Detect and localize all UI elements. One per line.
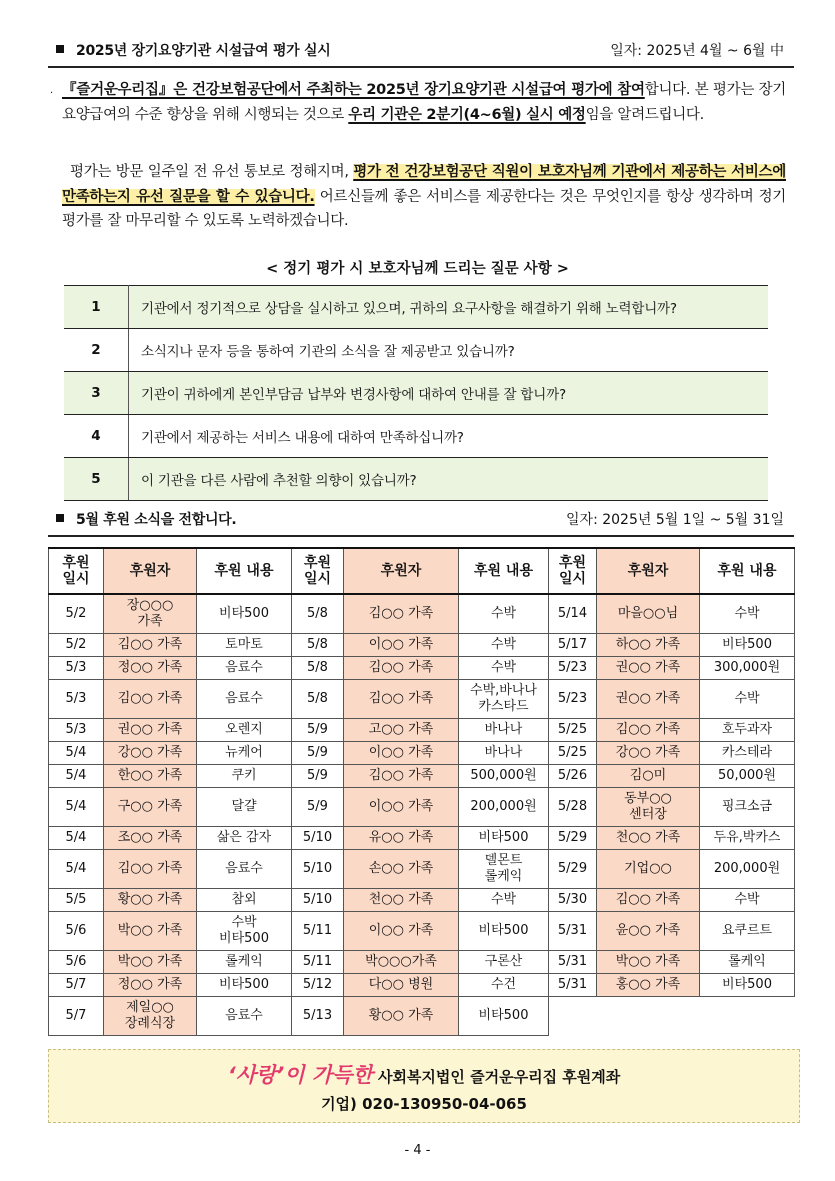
donation-date: 5/3 — [49, 656, 104, 679]
donation-donor: 권○○ 가족 — [597, 656, 700, 679]
donation-content: 수박,바나나 카스타드 — [459, 679, 549, 718]
donation-content: 수박 — [700, 594, 795, 633]
donation-content: 델몬트 롤케익 — [459, 849, 549, 888]
donation-donor: 김○○ 가족 — [344, 594, 459, 633]
donation-donor: 박○○ 가족 — [597, 950, 700, 973]
donation-date: 5/23 — [549, 679, 597, 718]
donation-date: 5/31 — [549, 950, 597, 973]
evaluation-title: 2025년 장기요양기관 시설급여 평가 실시 — [76, 43, 331, 59]
donation-row — [49, 849, 795, 888]
donation-donor: 김○○ 가족 — [344, 656, 459, 679]
donation-content: 바나나 — [459, 718, 549, 741]
donation-donor: 김○○ 가족 — [597, 888, 700, 911]
donation-content: 음료수 — [197, 679, 292, 718]
donation-date: 5/31 — [549, 973, 597, 996]
donation-date: 5/23 — [549, 656, 597, 679]
question-text: 기관에서 정기적으로 상담을 실시하고 있으며, 귀하의 요구사항을 해결하기 위해 노력합니까? — [129, 286, 769, 329]
donation-row — [49, 973, 795, 996]
intro-p2-highlight: 평가 전 건강보험공단 직원이 보호자님께 기관에서 제공하는 서비스에 만족하는지 유선 질문을 할 수 있습니다. — [62, 164, 786, 205]
questions-title: < 정기 평가 시 보호자님께 드리는 질문 사항 > — [266, 261, 569, 277]
question-text: 기관이 귀하에게 본인부담금 납부와 변경사항에 대하여 안내를 잘 합니까? — [129, 372, 769, 415]
donation-date: 5/13 — [292, 996, 344, 1035]
donation-date: 일자: 2025년 5월 1일 ~ 5월 31일 — [566, 512, 784, 528]
donation-donor: 홍○○ 가족 — [597, 973, 700, 996]
donation-date: 5/29 — [549, 849, 597, 888]
donation-date: 5/11 — [292, 911, 344, 950]
donation-content: 비타500 — [459, 826, 549, 849]
donation-donor: 윤○○ 가족 — [597, 911, 700, 950]
donation-date: 5/10 — [292, 849, 344, 888]
question-number: 2 — [64, 329, 129, 372]
header-donor: 후원자 — [597, 548, 700, 594]
donation-content: 롤케익 — [197, 950, 292, 973]
donation-donor: 권○○ 가족 — [597, 679, 700, 718]
donation-content: 바나나 — [459, 741, 549, 764]
header-date: 후원 일시 — [549, 548, 597, 594]
donation-date: 5/5 — [49, 888, 104, 911]
donation-date: 5/8 — [292, 656, 344, 679]
question-number: 3 — [64, 372, 129, 415]
donation-donor: 황○○ 가족 — [344, 996, 459, 1035]
donation-date: 5/12 — [292, 973, 344, 996]
dot-bullet-icon: · — [50, 88, 54, 99]
banner-org: 사회복지법인 즐거운우리집 후원계좌 — [372, 1068, 621, 1086]
donation-row — [49, 656, 795, 679]
donation-content: 수박 — [459, 888, 549, 911]
donation-content: 비타500 — [700, 633, 795, 656]
love-slogan: ‘사랑’이 가득한 — [227, 1063, 373, 1087]
donation-donor: 한○○ 가족 — [104, 764, 197, 787]
question-row — [64, 286, 768, 329]
donation-donor: 강○○ 가족 — [597, 741, 700, 764]
donation-row — [49, 718, 795, 741]
donation-title: 5월 후원 소식을 전합니다. — [76, 512, 237, 528]
donation-content: 롤케익 — [700, 950, 795, 973]
donation-row — [49, 826, 795, 849]
donations-table — [48, 547, 795, 1036]
donation-date: 5/14 — [549, 594, 597, 633]
donation-donor: 이○○ 가족 — [344, 633, 459, 656]
donation-donor: 하○○ 가족 — [597, 633, 700, 656]
donation-donor: 제일○○ 장례식장 — [104, 996, 197, 1035]
donation-content: 구론산 — [459, 950, 549, 973]
donation-donor: 손○○ 가족 — [344, 849, 459, 888]
donation-donor: 김○○ 가족 — [344, 764, 459, 787]
donation-content: 음료수 — [197, 996, 292, 1035]
donation-donor: 마을○○님 — [597, 594, 700, 633]
donation-content: 오렌지 — [197, 718, 292, 741]
donation-donor: 조○○ 가족 — [104, 826, 197, 849]
question-number: 1 — [64, 286, 129, 329]
donation-donor: 박○○ 가족 — [104, 911, 197, 950]
donation-donor: 김○○ 가족 — [104, 633, 197, 656]
donation-content: 참외 — [197, 888, 292, 911]
donation-date: 5/6 — [49, 950, 104, 973]
donation-date: 5/2 — [49, 594, 104, 633]
questions-table — [64, 285, 768, 501]
donation-row — [49, 787, 795, 826]
header-donor: 후원자 — [344, 548, 459, 594]
donation-row — [49, 764, 795, 787]
question-text: 소식지나 문자 등을 통하여 기관의 소식을 잘 제공받고 있습니까? — [129, 329, 769, 372]
donation-donor: 천○○ 가족 — [597, 826, 700, 849]
donation-donor: 박○○ 가족 — [104, 950, 197, 973]
donation-date: 5/8 — [292, 633, 344, 656]
header-content: 후원 내용 — [700, 548, 795, 594]
donation-content: 음료수 — [197, 849, 292, 888]
donation-row — [49, 594, 795, 633]
donation-donor: 김○○ 가족 — [104, 849, 197, 888]
donation-donor: 김○○ 가족 — [597, 718, 700, 741]
donation-date: 5/28 — [549, 787, 597, 826]
donation-date: 5/11 — [292, 950, 344, 973]
donation-date: 5/9 — [292, 741, 344, 764]
donation-content: 200,000원 — [459, 787, 549, 826]
donation-content: 음료수 — [197, 656, 292, 679]
donation-row — [49, 911, 795, 950]
donation-content: 두유,박카스 — [700, 826, 795, 849]
evaluation-section-header — [48, 36, 794, 68]
donation-donor: 고○○ 가족 — [344, 718, 459, 741]
donation-content: 토마토 — [197, 633, 292, 656]
donation-date: 5/2 — [49, 633, 104, 656]
donation-donor: 이○○ 가족 — [344, 787, 459, 826]
intro-paragraph-1: 『즐거운우리집』은 건강보험공단에서 주최하는 2025년 장기요양기관 시설급여 평가에 참여합니다. 본 평가는 장기요양급여의 수준 향상을 위해 시행되는 것으로 우리 기관은 2분기(4~6월) 실시 예정임을 알려드립니다. — [62, 82, 786, 123]
evaluation-date: 일자: 2025년 4월 ~ 6월 中 — [610, 43, 784, 59]
intro-paragraph-2: 평가는 방문 일주일 전 유선 통보로 정해지며, 평가 전 건강보험공단 직원이 보호자님께 기관에서 제공하는 서비스에 만족하는지 유선 질문을 할 수 있습니다. 어르신들께 좋은 서비스를 제공한다는 것은 무엇인지를 항상 생각하며 정기 평가를 잘 마무리할 수 있도록 노력하겠습니다. — [62, 164, 786, 229]
donation-content: 비타500 — [459, 996, 549, 1035]
donation-date: 5/4 — [49, 849, 104, 888]
donation-content: 수박 — [459, 656, 549, 679]
donation-date: 5/3 — [49, 718, 104, 741]
donation-content: 카스테라 — [700, 741, 795, 764]
donation-content: 달걀 — [197, 787, 292, 826]
donation-content: 500,000원 — [459, 764, 549, 787]
donation-content: 쿠키 — [197, 764, 292, 787]
donation-date: 5/9 — [292, 718, 344, 741]
donation-date: 5/7 — [49, 973, 104, 996]
header-content: 후원 내용 — [197, 548, 292, 594]
donation-donor: 권○○ 가족 — [104, 718, 197, 741]
donation-donor: 김○○ 가족 — [344, 679, 459, 718]
donation-donor: 이○○ 가족 — [344, 741, 459, 764]
question-number: 5 — [64, 458, 129, 501]
donation-donor: 정○○ 가족 — [104, 656, 197, 679]
donation-account-banner — [48, 1049, 800, 1123]
donation-content: 비타500 — [197, 594, 292, 633]
donation-content: 수박 — [700, 888, 795, 911]
donation-content: 50,000원 — [700, 764, 795, 787]
donation-donor: 박○○○가족 — [344, 950, 459, 973]
donation-date: 5/30 — [549, 888, 597, 911]
donation-row — [49, 950, 795, 973]
donation-content: 비타500 — [197, 973, 292, 996]
header-date: 후원 일시 — [49, 548, 104, 594]
square-bullet-icon — [56, 45, 64, 53]
donation-donor: 장○○○ 가족 — [104, 594, 197, 633]
donation-content: 요쿠르트 — [700, 911, 795, 950]
donation-donor: 동부○○ 센터장 — [597, 787, 700, 826]
donation-date: 5/4 — [49, 741, 104, 764]
donation-date: 5/4 — [49, 764, 104, 787]
donation-row — [49, 996, 795, 1035]
question-row — [64, 415, 768, 458]
banner-account: 기업) 020-130950-04-065 — [321, 1095, 527, 1113]
question-text: 이 기관을 다른 사람에 추천할 의향이 있습니까? — [129, 458, 769, 501]
donation-section-header — [48, 505, 794, 537]
donation-date: 5/25 — [549, 741, 597, 764]
donation-date: 5/9 — [292, 787, 344, 826]
donation-date: 5/4 — [49, 826, 104, 849]
donation-donor: 다○○ 병원 — [344, 973, 459, 996]
empty-cell — [549, 996, 795, 1035]
header-donor: 후원자 — [104, 548, 197, 594]
header-date: 후원 일시 — [292, 548, 344, 594]
donation-date: 5/9 — [292, 764, 344, 787]
question-row — [64, 458, 768, 501]
donation-donor: 천○○ 가족 — [344, 888, 459, 911]
donation-date: 5/8 — [292, 594, 344, 633]
donation-date: 5/7 — [49, 996, 104, 1035]
donation-donor: 기업○○ — [597, 849, 700, 888]
donation-date: 5/10 — [292, 888, 344, 911]
donation-date: 5/26 — [549, 764, 597, 787]
donation-content: 삶은 감자 — [197, 826, 292, 849]
intro-p1-underlined: 『즐거운우리집』은 건강보험공단에서 주최하는 2025년 장기요양기관 시설급여 평가에 참여 — [62, 82, 645, 98]
question-row — [64, 329, 768, 372]
donation-donor: 유○○ 가족 — [344, 826, 459, 849]
donation-date: 5/6 — [49, 911, 104, 950]
donation-content: 300,000원 — [700, 656, 795, 679]
donation-row — [49, 633, 795, 656]
question-text: 기관에서 제공하는 서비스 내용에 대하여 만족하십니까? — [129, 415, 769, 458]
donation-date: 5/10 — [292, 826, 344, 849]
donation-content: 수박 — [459, 633, 549, 656]
question-number: 4 — [64, 415, 129, 458]
square-bullet-icon — [56, 514, 64, 522]
donation-date: 5/25 — [549, 718, 597, 741]
donation-date: 5/31 — [549, 911, 597, 950]
donation-date: 5/4 — [49, 787, 104, 826]
donation-row — [49, 679, 795, 718]
donation-content: 수건 — [459, 973, 549, 996]
donation-donor: 김○미 — [597, 764, 700, 787]
donation-row — [49, 741, 795, 764]
donation-date: 5/8 — [292, 679, 344, 718]
header-content: 후원 내용 — [459, 548, 549, 594]
donation-date: 5/3 — [49, 679, 104, 718]
donation-content: 핑크소금 — [700, 787, 795, 826]
donation-donor: 황○○ 가족 — [104, 888, 197, 911]
donation-content: 수박 비타500 — [197, 911, 292, 950]
donation-donor: 김○○ 가족 — [104, 679, 197, 718]
donation-content: 비타500 — [459, 911, 549, 950]
donations-header-row — [49, 548, 795, 594]
donation-date: 5/29 — [549, 826, 597, 849]
donation-donor: 구○○ 가족 — [104, 787, 197, 826]
donation-row — [49, 888, 795, 911]
question-row — [64, 372, 768, 415]
donation-content: 호두과자 — [700, 718, 795, 741]
donation-content: 수박 — [459, 594, 549, 633]
page-number: - 4 - — [404, 1143, 431, 1158]
donation-content: 비타500 — [700, 973, 795, 996]
donation-content: 수박 — [700, 679, 795, 718]
donation-donor: 강○○ 가족 — [104, 741, 197, 764]
donation-donor: 이○○ 가족 — [344, 911, 459, 950]
donation-content: 뉴케어 — [197, 741, 292, 764]
donation-donor: 정○○ 가족 — [104, 973, 197, 996]
donation-date: 5/17 — [549, 633, 597, 656]
donation-content: 200,000원 — [700, 849, 795, 888]
intro-p1-schedule: 우리 기관은 2분기(4~6월) 실시 예정 — [348, 106, 586, 123]
